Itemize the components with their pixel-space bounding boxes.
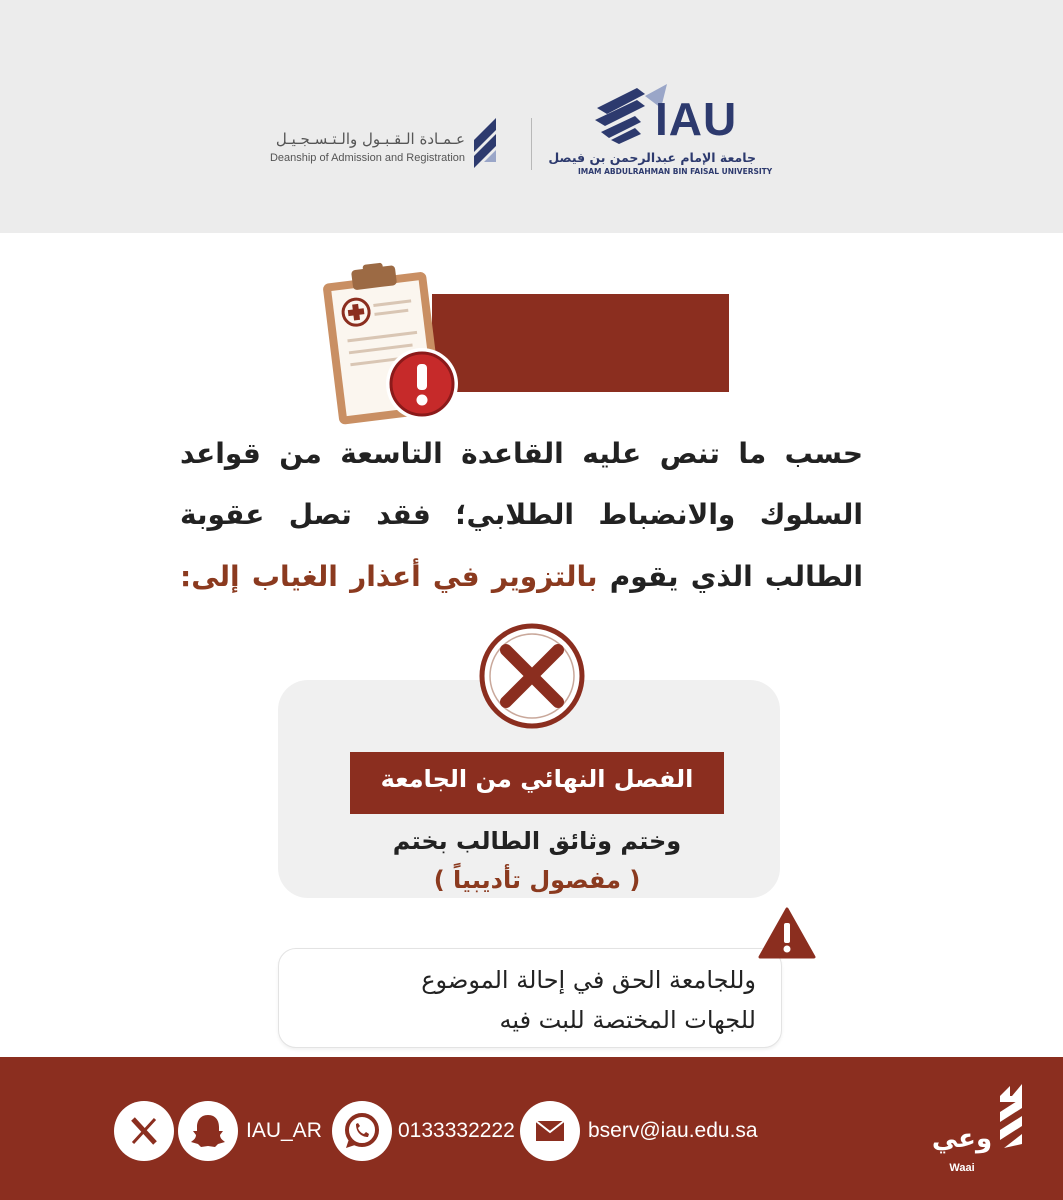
phone-number[interactable]: 0133332222 <box>398 1119 515 1142</box>
referral-line-2: للجهات المختصة للبت فيه <box>499 1006 756 1034</box>
email-address[interactable]: bserv@iau.edu.sa <box>588 1119 758 1142</box>
x-circle-icon <box>478 622 586 730</box>
header-band <box>0 0 1063 233</box>
email-icon <box>520 1101 580 1161</box>
body-line-2: السلوك والانضباط الطلابي؛ فقد تصل عقوبة <box>180 498 863 531</box>
social-handle[interactable]: IAU_AR <box>246 1119 322 1142</box>
waai-brand-ar: وعي <box>931 1124 993 1154</box>
warning-triangle-icon <box>758 907 816 959</box>
waai-brand-en: Waai <box>949 1162 975 1174</box>
whatsapp-button[interactable] <box>332 1101 392 1161</box>
body-line-3 <box>180 560 863 593</box>
title-line-1: عقوبة تزوير <box>793 300 973 335</box>
university-name-en: IMAM ABDULRAHMAN BIN FAISAL UNIVERSITY <box>578 167 773 176</box>
title-banner <box>432 294 729 392</box>
deanship-name-ar: عـمـادة الـقـبـول والـتـسـجـيـل <box>275 130 465 148</box>
referral-line-1: وللجامعة الحق في إحالة الموضوع <box>421 966 756 994</box>
iau-abbr: IAU <box>655 93 738 145</box>
penalty-stamp-line-2: ( مفصول تأديبياً ) <box>433 866 641 894</box>
title-line-2: أعذار الغياب <box>794 346 973 381</box>
waai-logo-icon <box>996 1082 1032 1150</box>
penalty-stamp-line-1: وختم وثائق الطالب بختم <box>392 827 682 855</box>
clipboard-warning-icon <box>312 262 472 427</box>
body-line-3-highlight: بالتزوير في أعذار الغياب إلى: <box>180 560 598 593</box>
email-button[interactable] <box>520 1101 580 1161</box>
x-icon <box>114 1101 174 1161</box>
whatsapp-icon <box>332 1101 392 1161</box>
university-name-ar: جامعة الإمام عبدالرحمن بن فيصل <box>548 150 756 165</box>
snapchat-icon <box>178 1101 238 1161</box>
snapchat-button[interactable] <box>178 1101 238 1161</box>
header-divider <box>531 118 532 170</box>
body-line-3-start: الطالب الذي يقوم <box>597 560 863 593</box>
x-social-button[interactable] <box>114 1101 174 1161</box>
deanship-name-en: Deanship of Admission and Registration <box>269 152 465 164</box>
deanship-logo-icon <box>470 118 500 168</box>
penalty-headline: الفصل النهائي من الجامعة <box>380 765 694 793</box>
body-line-1: حسب ما تنص عليه القاعدة التاسعة من قواعد <box>180 437 863 470</box>
